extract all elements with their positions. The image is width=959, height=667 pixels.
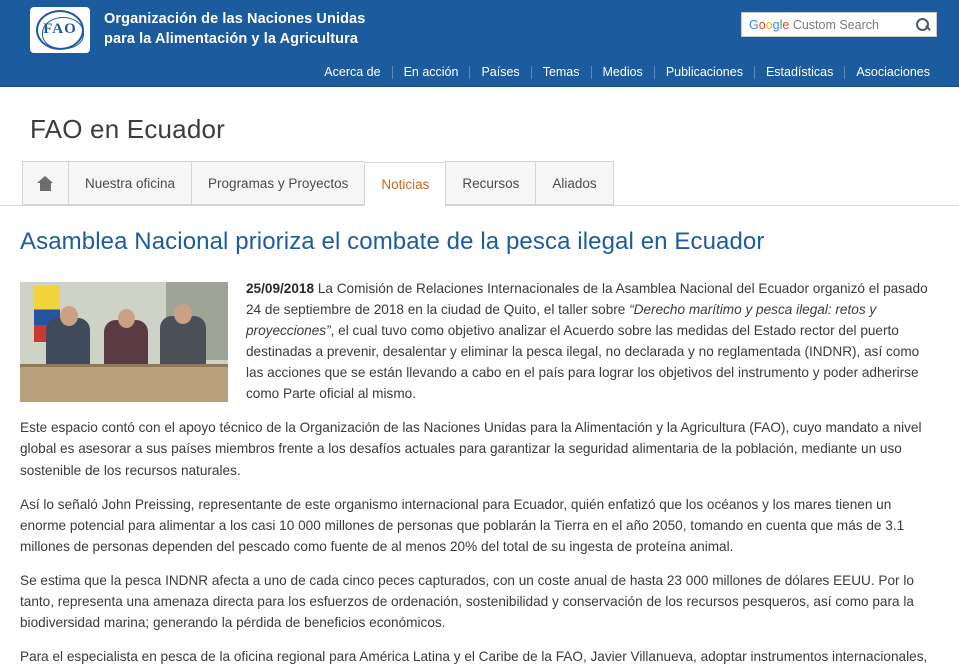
fao-logo[interactable] bbox=[30, 7, 90, 53]
nav-item-asociaciones[interactable]: Asociaciones bbox=[844, 66, 941, 79]
tab-home[interactable] bbox=[22, 161, 68, 205]
page-title: FAO en Ecuador bbox=[30, 114, 226, 144]
article-paragraph-4: Se estima que la pesca INDNR afecta a uno de cada cinco peces capturados, con un coste anual de hasta 23 000 millones de dólares EEUU. Por lo tanto, representa una amenaza directa para los esfuerzos de ordenación, sostenibilidad y conservación de los recursos pesqueros, así como para la biodiversidad marina; generando la pérdida de beneficios económicos. bbox=[20, 572, 914, 630]
tab-programas-y-proyectos[interactable]: Programas y Proyectos bbox=[191, 161, 364, 205]
home-icon bbox=[37, 176, 54, 191]
article-paragraph-1-quote: “Derecho marítimo y pesca ilegal: retos y proyecciones” bbox=[246, 302, 877, 339]
fao-wreath-icon bbox=[36, 10, 84, 50]
article-paragraph-1-part-a: La Comisión de Relaciones Internacionales de la Asamblea Nacional del Ecuador organizó el pasado 24 de septiembre de 2018 en la ciudad de Quito, el taller sobre bbox=[246, 281, 928, 318]
nav-item-publicaciones[interactable]: Publicaciones bbox=[654, 66, 754, 79]
google-letter-o2: o bbox=[765, 17, 773, 32]
tab-recursos[interactable]: Recursos bbox=[445, 161, 535, 205]
search-icon[interactable] bbox=[914, 16, 932, 34]
nav-item-en-accion[interactable]: En acción bbox=[392, 66, 470, 79]
article-photo bbox=[20, 282, 228, 402]
google-letter-g1: G bbox=[749, 17, 759, 32]
organization-title bbox=[104, 10, 365, 49]
fao-logo-text: FAO bbox=[43, 21, 77, 37]
article-paragraph-5: Para el especialista en pesca de la oficina regional para América Latina y el Caribe de la FAO, Javier Villanueva, adoptar instrumentos internacionales, bbox=[20, 648, 928, 664]
google-letter-e: e bbox=[782, 17, 790, 32]
google-letter-g2: g bbox=[772, 17, 780, 32]
article bbox=[0, 206, 959, 667]
site-header bbox=[0, 0, 959, 59]
nav-item-temas[interactable]: Temas bbox=[531, 66, 591, 79]
article-title: Asamblea Nacional prioriza el combate de la pesca ilegal en Ecuador bbox=[20, 228, 765, 255]
section-tabs bbox=[0, 161, 959, 206]
organization-title-line1: Organización de las Naciones Unidas bbox=[104, 10, 366, 27]
google-letter-o1: o bbox=[758, 17, 766, 32]
tab-nuestra-oficina[interactable]: Nuestra oficina bbox=[68, 161, 191, 205]
nav-item-medios[interactable]: Medios bbox=[591, 66, 654, 79]
google-letter-l: l bbox=[779, 17, 783, 32]
article-paragraph-3: Así lo señaló John Preissing, representante de este organismo internacional para Ecuador, quién enfatizó que los océanos y los mares tienen un enorme potencial para alimentar a los casi 10 000 millones de personas que poblarán la Tierra en el año 2050, tomando en cuenta que más de 3.1 millones de personas dependen del pescado como fuente de al menos 20% del total de su ingesta de proteína animal. bbox=[20, 496, 905, 554]
tab-aliados[interactable]: Aliados bbox=[535, 161, 613, 205]
nav-item-paises[interactable]: Países bbox=[469, 66, 530, 79]
article-date: 25/09/2018 bbox=[246, 281, 315, 296]
article-paragraph-2: Este espacio contó con el apoyo técnico de la Organización de las Naciones Unidas para la Alimentación y la Agricultura (FAO), cuyo mandato a nivel global es asesorar a sus países miembros frente a los desafíos actuales para garantizar la seguridad alimentaria de la población, mediante un uso sostenible de los recursos naturales. bbox=[20, 420, 922, 478]
primary-navigation bbox=[0, 59, 959, 87]
search-input[interactable] bbox=[749, 18, 910, 32]
article-lead-block bbox=[20, 278, 939, 481]
nav-item-acerca-de[interactable]: Acerca de bbox=[324, 65, 381, 79]
page-title-container bbox=[0, 87, 959, 161]
nav-item-estadisticas[interactable]: Estadísticas bbox=[754, 66, 844, 79]
organization-title-line2: para la Alimentación y la Agricultura bbox=[104, 30, 359, 47]
tab-noticias[interactable]: Noticias bbox=[364, 162, 445, 206]
article-paragraph-1-part-b: , el cual tuvo como objetivo analizar el Acuerdo sobre las medidas del Estado rector del puerto destinadas a prevenir, desalentar y eliminar la pesca ilegal, no declarada y no reglamentada (INDNR), así como las acciones que se están llevando a cabo en el país para lograr los objetivos del instrumento y poder adherirse como Parte oficial al mismo. bbox=[246, 323, 920, 402]
custom-search-label: Custom Search bbox=[792, 17, 879, 32]
search-box[interactable] bbox=[741, 12, 937, 37]
